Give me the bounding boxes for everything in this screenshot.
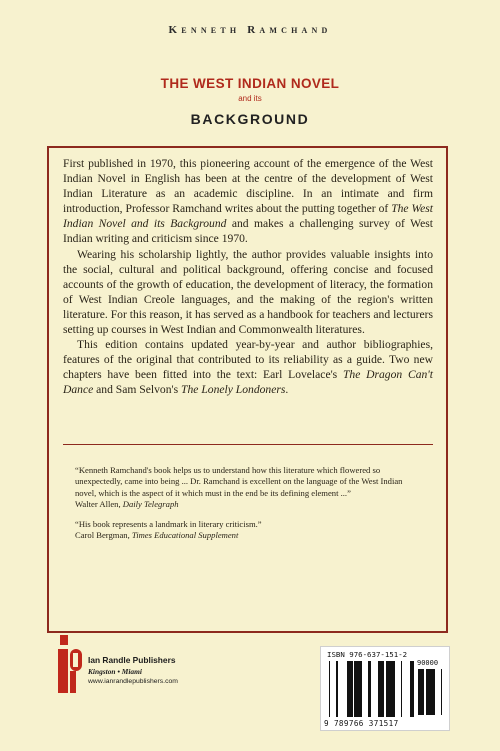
barcode-bar	[378, 661, 380, 717]
barcode-bar	[429, 669, 430, 715]
blurb	[63, 156, 433, 398]
publisher-logo-icon	[58, 635, 84, 693]
blurb-divider	[63, 444, 433, 445]
price-code: 90000	[417, 659, 439, 667]
barcode-bar	[430, 669, 432, 715]
price-barcode-icon	[417, 669, 445, 715]
quote-attribution: Walter Allen, Daily Telegraph	[75, 499, 179, 510]
barcode-bar	[356, 661, 359, 717]
barcode-bar	[413, 661, 414, 717]
author-name: Kenneth Ramchand	[168, 24, 332, 36]
blurb-paragraph-1: First published in 1970, this pioneering account of the emergence of the West Indian Novel in English has been at the centre of the development of West Indian Literature as an academic discipline. In an intimate and firm introduction, Professor Ramchand writes about the putting together of The West Indian Novel and its Background and makes a challenging survey of West Indian writing and criticism since 1970.	[63, 157, 433, 246]
barcode-bar	[386, 661, 389, 717]
barcode-box	[320, 646, 450, 731]
barcode-bar	[354, 661, 356, 717]
barcode-bar	[420, 669, 423, 715]
barcode-bar	[383, 661, 384, 717]
barcode-bar	[389, 661, 390, 717]
review-quotes	[75, 465, 420, 549]
publisher-name: Ian Randle Publishers	[88, 655, 176, 665]
barcode-bar	[432, 669, 435, 715]
barcode-bar	[350, 661, 353, 717]
publisher-block	[58, 635, 258, 695]
barcode-bar	[359, 661, 360, 717]
barcode-bar	[347, 661, 348, 717]
barcode-bar	[426, 669, 429, 715]
blurb-paragraph-2: Wearing his scholarship lightly, the author provides valuable insights into the social, cultural and political background, offering concise and focused accounts of the growth of education, the development of literacy, the formation of West Indian Creole languages, and the making of the region's written literature. For this reason, it has served as a handbook for teachers and lecturers setting up courses in West Indian and Commonwealth literatures.	[63, 247, 433, 337]
review-quote	[75, 519, 420, 542]
quote-attribution: Carol Bergman, Times Educational Supplement	[75, 530, 239, 541]
barcode-bar	[410, 661, 413, 717]
barcode-bar	[390, 661, 392, 717]
barcode-bar	[336, 661, 338, 717]
quote-text: “His book represents a landmark in literary criticism.”	[75, 518, 262, 529]
review-quote	[75, 465, 420, 511]
barcode-bar	[418, 669, 420, 715]
isbn-digits: 9 789766 371517	[324, 719, 399, 728]
barcode-bar	[380, 661, 383, 717]
title-connector: and its	[238, 94, 262, 103]
barcode-bar	[392, 661, 395, 717]
barcode-bar	[360, 661, 362, 717]
quote-text: “Kenneth Ramchand's book helps us to understand how this literature which flowered so unexpectedly, came into being ... Dr. Ramchand is excellent on the language of the West Indian novel, which is the aspect of it which must in the end be its defining element ...”	[75, 465, 403, 498]
barcode-bar	[329, 661, 330, 717]
book-title: THE WEST INDIAN NOVEL	[160, 76, 340, 91]
barcode-bar	[348, 661, 350, 717]
publisher-website[interactable]: www.ianrandlepublishers.com	[88, 678, 178, 685]
barcode-icon	[329, 661, 415, 717]
barcode-bar	[368, 661, 371, 717]
barcode-bar	[441, 669, 442, 715]
publisher-cities: Kingston • Miami	[88, 667, 142, 676]
barcode-bar	[423, 669, 424, 715]
blurb-paragraph-3: This edition contains updated year-by-year and author bibliographies, features of the original that contributed to its reliability as a guide. Two new chapters have been fitted into the text: Earl Lovelace's The Dragon Can't Dance and Sam Selvon's The Lonely Londoners.	[63, 338, 433, 397]
book-subtitle: BACKGROUND	[190, 111, 310, 127]
isbn-label: ISBN 976-637-151-2	[327, 650, 408, 659]
barcode-bar	[401, 661, 402, 717]
